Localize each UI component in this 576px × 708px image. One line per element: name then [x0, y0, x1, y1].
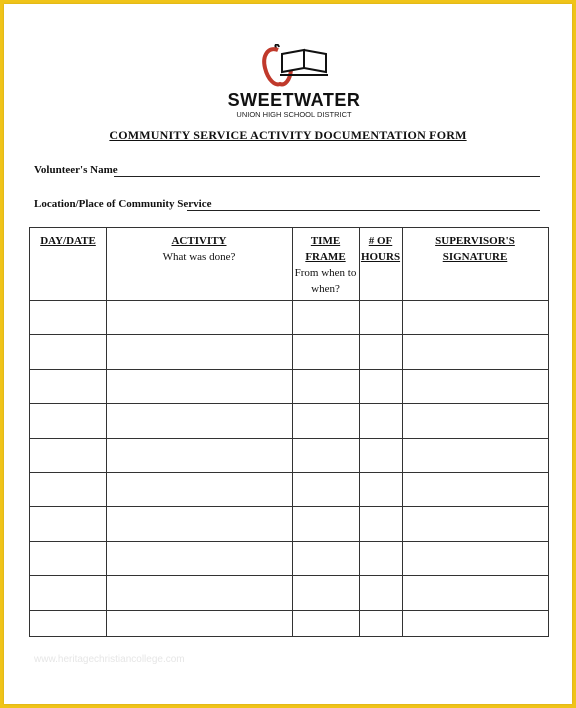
table-row[interactable]: [30, 334, 548, 335]
header-activity: ACTIVITY What was done?: [162, 235, 236, 263]
header-time-frame: TIME FRAME From when to when?: [294, 235, 357, 295]
district-logo: [226, 44, 362, 124]
form-page: [4, 4, 572, 704]
activity-table: [29, 227, 549, 637]
table-row[interactable]: [30, 541, 548, 542]
table-row[interactable]: [30, 506, 548, 507]
header-supervisor-signature: SUPERVISOR'S SIGNATURE: [435, 235, 515, 263]
form-title: COMMUNITY SERVICE ACTIVITY DOCUMENTATION FORM: [109, 128, 467, 142]
location-field[interactable]: [187, 210, 540, 211]
volunteer-name-label: Volunteer's Name: [34, 164, 118, 176]
table-row[interactable]: [30, 403, 548, 404]
header-day-date: DAY/DATE: [40, 235, 96, 247]
table-row[interactable]: [30, 472, 548, 473]
header-hours: # OF HOURS: [360, 235, 401, 263]
location-label: Location/Place of Community Service: [34, 198, 212, 210]
table-row[interactable]: [30, 610, 548, 611]
watermark: www.heritagechristiancollege.com: [34, 654, 185, 665]
table-row[interactable]: [30, 438, 548, 439]
apple-book-icon: [260, 44, 330, 90]
volunteer-name-field[interactable]: [114, 176, 540, 177]
table-row[interactable]: [30, 300, 548, 301]
logo-name: SWEETWATER: [227, 90, 361, 110]
table-row[interactable]: [30, 369, 548, 370]
logo-subtitle: UNION HIGH SCHOOL DISTRICT: [236, 110, 352, 119]
table-row[interactable]: [30, 575, 548, 576]
